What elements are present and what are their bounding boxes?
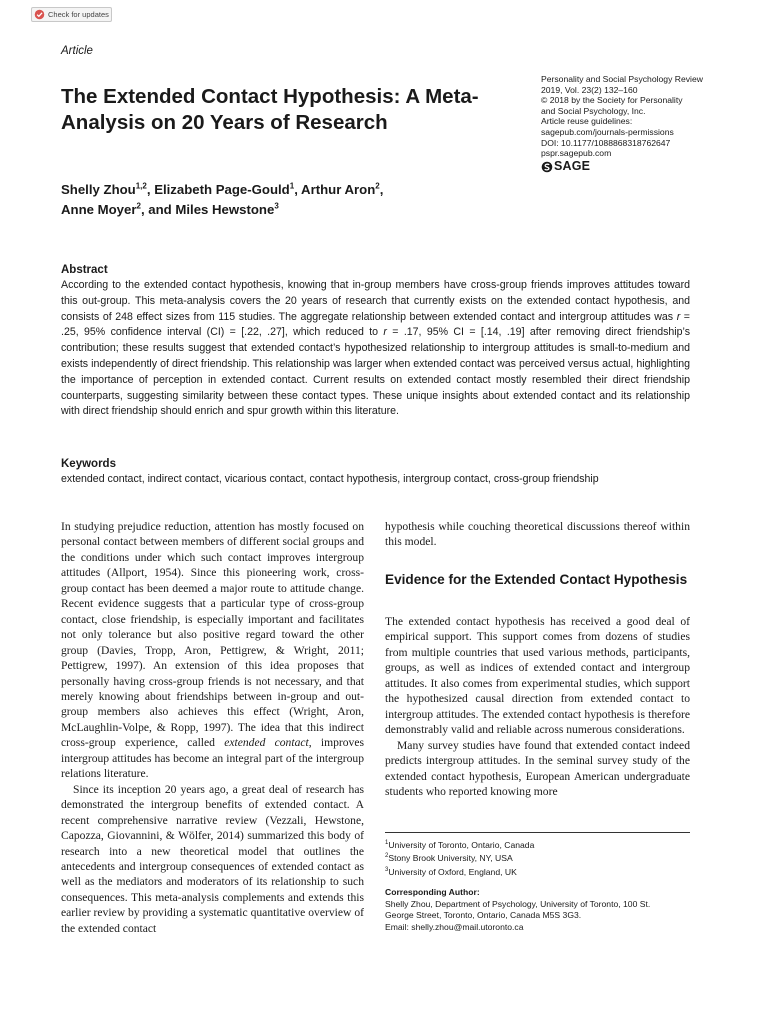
body-column-right-continuation [385, 519, 690, 550]
body-paragraph: Since its inception 20 years ago, a great deal of research has demonstrated the intergroup benefits of extended contact. A recent comprehensive narrative review (Vezzali, Hewstone, Capozza, Giovannini, & Wölfer, 2014) summarized this body of research into a new theoretical model that outlines the antecedents and intergroup consequences of extended contact as well as the mediators and moderators of its relationship to such consequences. This meta-analysis complements and extends this earlier review by providing a systematic quantitative overview of the extended contact [61, 782, 364, 935]
keywords-heading: Keywords [61, 458, 116, 470]
check-for-updates-button[interactable] [31, 7, 112, 22]
affiliation-text: University of Oxford, England, UK [388, 866, 517, 877]
permissions-link[interactable]: sagepub.com/journals-permissions [541, 126, 674, 137]
abstract-section [61, 264, 690, 420]
copyright-line-1: © 2018 by the Society for Personality [541, 95, 683, 106]
author-name: Shelly Zhou [61, 182, 136, 197]
keywords-text: extended contact, indirect contact, vicarious contact, contact hypothesis, intergroup contact, cross-group friendship [61, 473, 599, 485]
author-separator: , [379, 182, 384, 197]
author-affiliation-sup: 1,2 [135, 181, 147, 191]
abstract-symbol: r [383, 326, 387, 339]
author-affiliation-sup: 2 [136, 201, 141, 211]
body-column-left [61, 519, 364, 936]
abstract-text-part: = .17, 95% CI = [.14, .19] after removing direct friendship’s contribution; these results suggest that extended contact’s hypothesized relationship to intergroup attitudes is small-to-medium and exists independently of direct friendship. This relationship was larger when extended contact was perceived versus actual, highlighting the importance of perception in extended contact. Current results on extended contact mostly resembled their direct friendship counterparts, suggesting similarity between these contact types. These unique insights about extended contact and its relationship with direct friendship should enrich and spur growth within this literature. [61, 326, 690, 418]
author-name: Arthur Aron [301, 182, 376, 197]
journal-name: Personality and Social Psychology Review [541, 74, 703, 84]
body-emphasis: extended contact [224, 736, 309, 750]
affiliation-footnote [385, 865, 705, 878]
publisher-name: SAGE [554, 159, 591, 174]
journal-volume: 2019, Vol. 23(2) 132–160 [541, 84, 638, 95]
author-name: Anne Moyer [61, 202, 137, 217]
body-text-part: In studying prejudice reduction, attention has mostly focused on personal contact between members of different social groups and the conditions under which such contact improves intergroup attitudes (Allport, 1954). Since this pioneering work, cross-group contact has been deemed a major route to attitude change. Recent evidence suggests that a particular type of cross-group contact, close friendship, is especially important and facilitates not only tolerance but also positive regard toward the other group (Davies, Tropp, Aron, Pettigrew, & Wright, 2011; Pettigrew, 1997). An extension of this idea proposes that personally having cross-group friends is not necessary, and that merely knowing about friendships between in-group and out-group members also achieves this effect (Wright, Aron, McLaughlin-Volpe, & Ropp, 1997). The idea that this indirect cross-group experience, called [61, 520, 364, 750]
email-line [385, 922, 705, 934]
footnote-sup: 2 [385, 853, 389, 860]
journal-info [541, 74, 741, 173]
section-heading: Evidence for the Extended Contact Hypothesis [385, 572, 688, 587]
body-column-right [385, 614, 690, 799]
check-updates-icon [34, 9, 45, 20]
corresponding-author [385, 887, 705, 933]
affiliation-text: Stony Brook University, NY, USA [388, 853, 513, 864]
footnote-divider [385, 832, 690, 833]
body-paragraph [61, 519, 364, 782]
affiliation-footnote [385, 851, 705, 864]
email-link[interactable]: shelly.zhou@mail.utoronto.ca [411, 921, 524, 932]
author-name: Elizabeth Page-Gould [154, 182, 290, 197]
author-affiliation-sup: 3 [274, 201, 279, 211]
author-separator: , [146, 182, 155, 197]
body-text-part: , improves intergroup attitudes has become an integral part of the intergroup relations literature. [61, 736, 365, 781]
affiliation-footnote [385, 838, 705, 851]
corresponding-address-line: George Street, Toronto, Ontario, Canada M5S 3G3. [385, 910, 582, 921]
footnote-sup: 1 [385, 840, 389, 846]
abstract-text-part: = .25, 95% confidence interval (CI) = [.22, .27], which reduced to [61, 310, 690, 339]
publisher-logo [541, 161, 741, 173]
paper-title: The Extended Contact Hypothesis: A Meta-Analysis on 20 Years of Research [61, 85, 479, 134]
article-type-label: Article [61, 45, 93, 57]
body-paragraph: hypothesis while couching theoretical discussions thereof within this model. [385, 520, 690, 549]
corresponding-author-heading: Corresponding Author: [385, 887, 480, 898]
body-paragraph: The extended contact hypothesis has received a good deal of empirical support. This support comes from dozens of studies from multiple countries that used various methods, participants, groups, as well as indices of extended contact and intergroup attitudes. It also comes from experimental studies, which support the hypothesized causal direction from extended contact to intergroup attitudes. The extended contact hypothesis is therefore demonstrably valid and reliable across numerous considerations. [385, 615, 690, 737]
author-separator: , [294, 182, 302, 197]
footnotes [385, 838, 705, 933]
abstract-text-part: According to the extended contact hypothesis, knowing that in-group members have cross-group friends improves attitudes toward this out-group. This meta-analysis covers the 20 years of research that currently exists on the extended contact hypothesis, and consists of 248 effect sizes from 115 studies. The aggregate relationship between extended contact and intergroup attitudes was [61, 279, 690, 323]
keywords-section [61, 458, 690, 488]
corresponding-address-line: Shelly Zhou, Department of Psychology, University of Toronto, 100 St. [385, 898, 651, 909]
abstract-symbol: r [676, 310, 681, 323]
footnote-sup: 3 [385, 866, 389, 873]
author-name: Miles Hewstone [175, 202, 275, 217]
author-list [61, 180, 501, 220]
abstract-text [61, 278, 690, 420]
body-paragraph: Many survey studies have found that extended contact indeed predicts intergroup attitudes. In the seminal survey study of the extended contact hypothesis, European American undergraduate students who reported knowing more [385, 738, 690, 798]
sage-logo-icon [541, 161, 553, 173]
email-label: Email: [385, 921, 412, 932]
check-for-updates-label: Check for updates [48, 10, 109, 19]
journal-website-link[interactable]: pspr.sagepub.com [541, 148, 612, 159]
reuse-guidelines-label: Article reuse guidelines: [541, 116, 633, 127]
abstract-heading: Abstract [61, 264, 108, 276]
doi-link[interactable]: DOI: 10.1177/1088868318762647 [541, 137, 671, 148]
author-affiliation-sup: 2 [375, 181, 380, 191]
affiliation-text: University of Toronto, Ontario, Canada [388, 839, 535, 850]
copyright-line-2: and Social Psychology, Inc. [541, 105, 646, 116]
author-affiliation-sup: 1 [289, 181, 295, 191]
author-separator: , and [140, 202, 176, 217]
